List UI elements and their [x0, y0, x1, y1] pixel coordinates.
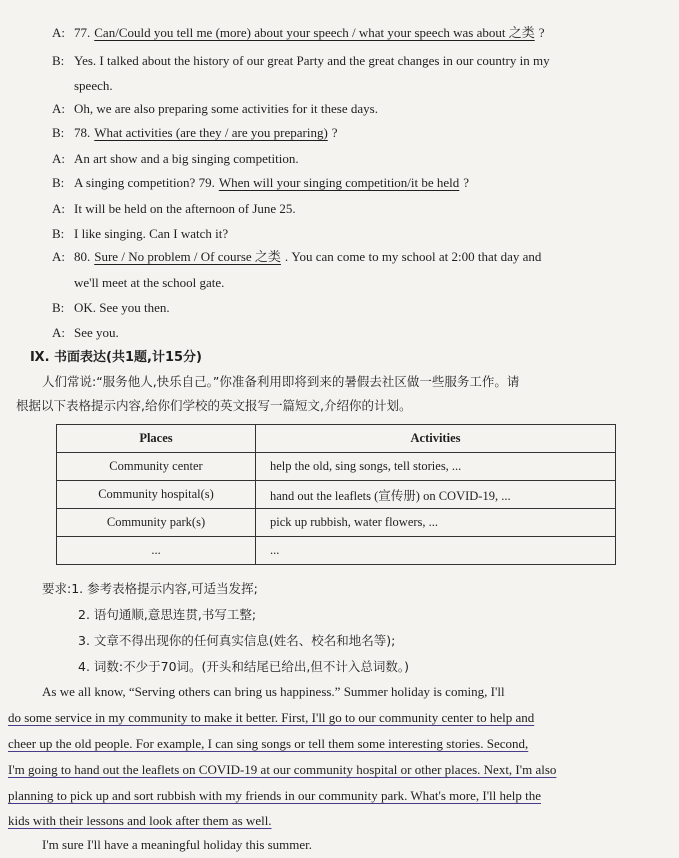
speaker-label: A: — [52, 151, 65, 166]
dialogue-text: I like singing. Can I watch it? — [74, 226, 229, 241]
places-activities-table — [56, 424, 616, 565]
essay-body-line — [8, 709, 658, 727]
table-cell-activity: help the old, sing songs, tell stories, ... — [256, 453, 616, 481]
essay-body-line — [8, 735, 658, 753]
answer-text: Sure / No problem / Of course 之类 — [94, 249, 281, 264]
dialogue-line — [52, 324, 119, 342]
essay-text: do some service in my community to make it better. First, I'll go to our community center to help and — [8, 710, 535, 725]
table-cell-activity: pick up rubbish, water flowers, ... — [256, 509, 616, 537]
speaker-label: B: — [52, 175, 65, 190]
answer-text: What activities (are they / are you preparing) — [94, 125, 328, 140]
dialogue-line — [52, 200, 296, 218]
essay-text: planning to pick up and sort rubbish with my friends in our community park. What's more, I'll help the — [8, 788, 542, 803]
question-number: 77. — [74, 25, 91, 40]
table-cell-activity: hand out the leaflets (宣传册) on COVID-19, ... — [256, 481, 616, 509]
dialogue-text: Yes. I talked about the history of our great Party and the great changes in our country in my — [74, 53, 550, 68]
essay-opening: As we all know, “Serving others can bring us happiness.” Summer holiday is coming, I'll — [42, 684, 505, 699]
dialogue-text: we'll meet at the school gate. — [74, 275, 225, 290]
essay-body-line — [8, 761, 658, 779]
dialogue-line-77 — [52, 24, 544, 42]
answer-text: When will your singing competition/it be held — [218, 175, 460, 190]
dialogue-text: An art show and a big singing competition. — [74, 151, 299, 166]
dialogue-line — [52, 52, 550, 70]
punctuation: ? — [331, 125, 338, 140]
dialogue-line — [52, 100, 378, 118]
speaker-label: A: — [52, 201, 65, 216]
speaker-label: B: — [52, 300, 65, 315]
dialogue-line — [74, 274, 224, 292]
dialogue-line-78 — [52, 124, 338, 142]
essay-body-line — [8, 812, 658, 830]
section-intro-line-2: 根据以下表格提示内容,给你们学校的英文报写一篇短文,介绍你的计划。 — [16, 398, 412, 413]
dialogue-text: . You can come to my school at 2:00 that day and — [284, 249, 542, 264]
table-row — [57, 509, 616, 537]
speaker-label: A: — [52, 101, 65, 116]
dialogue-line — [52, 150, 299, 168]
essay-body-line — [8, 787, 658, 805]
speaker-label: A: — [52, 325, 65, 340]
section-intro-line-1: 人们常说:“服务他人,快乐自己。”你准备利用即将到来的暑假去社区做一些服务工作。请 — [42, 374, 520, 389]
essay-closing: I'm sure I'll have a meaningful holiday this summer. — [42, 837, 313, 852]
dialogue-line — [52, 299, 170, 317]
question-number: 80. — [74, 249, 91, 264]
table-cell-place: Community hospital(s) — [57, 481, 256, 509]
speaker-label: B: — [52, 125, 65, 140]
table-cell-place: ... — [57, 537, 256, 565]
dialogue-text: See you. — [74, 325, 119, 340]
section-title: Ⅸ. 书面表达(共1题,计15分) — [30, 350, 202, 365]
requirement-item: 要求:1. 参考表格提示内容,可适当发挥; — [42, 581, 258, 596]
dialogue-text: It will be held on the afternoon of June 25. — [74, 201, 296, 216]
dialogue-line — [52, 225, 228, 243]
speaker-label: B: — [52, 53, 65, 68]
requirement-item: 2. 语句通顺,意思连贯,书写工整; — [78, 607, 257, 622]
table-cell-activity: ... — [256, 537, 616, 565]
table-row — [57, 537, 616, 565]
speaker-label: A: — [52, 25, 65, 40]
table-header-activities: Activities — [256, 425, 616, 453]
table-row — [57, 453, 616, 481]
dialogue-line-79 — [52, 174, 469, 192]
speaker-label: B: — [52, 226, 65, 241]
table-header-row — [57, 425, 616, 453]
essay-text: kids with their lessons and look after them as well. — [8, 813, 272, 828]
essay-text: cheer up the old people. For example, I can sing songs or tell them some interesting stories. Second, — [8, 736, 529, 751]
question-number: A singing competition? 79. — [74, 175, 215, 190]
speaker-label: A: — [52, 249, 65, 264]
requirement-item: 4. 词数:不少于70词。(开头和结尾已给出,但不计入总词数。) — [78, 659, 409, 674]
dialogue-text: Oh, we are also preparing some activities for it these days. — [74, 101, 378, 116]
requirement-item: 3. 文章不得出现你的任何真实信息(姓名、校名和地名等); — [78, 633, 396, 648]
essay-text: I'm going to hand out the leaflets on COVID-19 at our community hospital or other places. Next, I'm also — [8, 762, 557, 777]
table-row — [57, 481, 616, 509]
table-cell-place: Community center — [57, 453, 256, 481]
dialogue-line — [74, 77, 113, 95]
punctuation: ? — [538, 25, 545, 40]
question-number: 78. — [74, 125, 91, 140]
table-cell-place: Community park(s) — [57, 509, 256, 537]
dialogue-text: OK. See you then. — [74, 300, 170, 315]
table-header-places: Places — [57, 425, 256, 453]
answer-text: Can/Could you tell me (more) about your speech / what your speech was about 之类 — [94, 25, 535, 40]
punctuation: ? — [463, 175, 470, 190]
dialogue-line-80 — [52, 248, 541, 266]
dialogue-text: speech. — [74, 78, 113, 93]
